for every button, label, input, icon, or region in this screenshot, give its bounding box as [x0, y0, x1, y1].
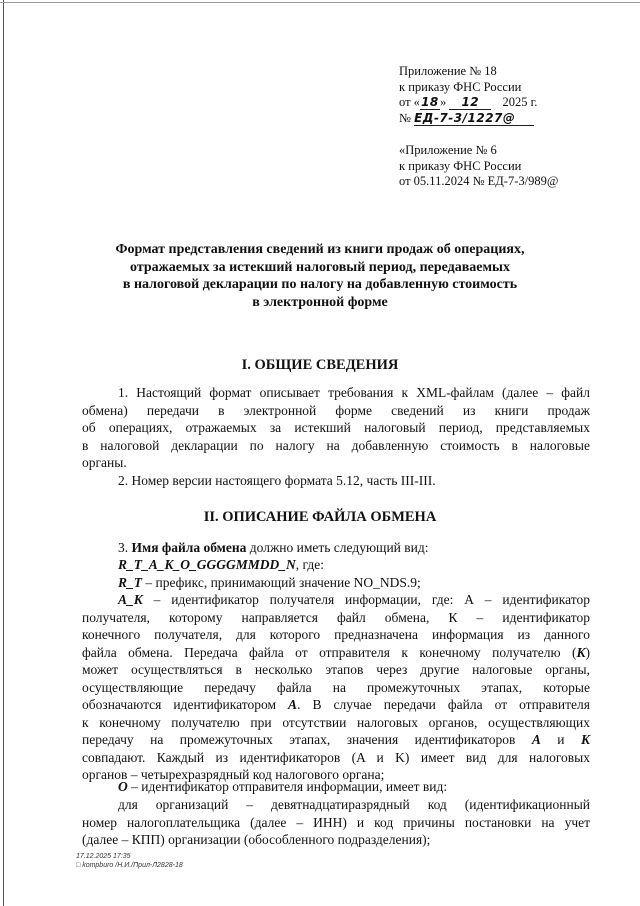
paragraph-1-line: органы.	[82, 455, 127, 470]
appendix-18-number	[399, 111, 537, 127]
ak-definition	[82, 591, 590, 784]
title-line-3: в налоговой декларации по налогу на добавленную стоимость	[122, 277, 518, 292]
appendix-6-block	[399, 143, 558, 190]
ak-line: конечного получателя, для которого предназначена информация из данного	[82, 627, 590, 642]
appendix-6-date-number: от 05.11.2024 № ЕД-7-3/989@	[399, 174, 559, 188]
date-month-handwritten: 12	[449, 96, 491, 110]
o-term: O	[118, 779, 128, 794]
filename-pattern-suffix: , где:	[295, 557, 324, 572]
ak-line: может осуществляться в несколько этапов через другие налоговые органы,	[82, 662, 590, 677]
o-definition	[82, 778, 590, 796]
number-prefix: №	[399, 110, 411, 125]
org-line: для организаций – девятнадцатиразрядный код (идентификационный	[118, 797, 590, 812]
ak-and: и	[557, 732, 565, 747]
paragraph-1	[82, 384, 590, 472]
ak-k-ref: K	[576, 644, 586, 660]
footer-timestamp: 17.12.2025 17:35	[76, 853, 131, 860]
section-2-heading: II. ОПИСАНИЕ ФАЙЛА ОБМЕНА	[203, 509, 437, 525]
paragraph-3-rest: должно иметь следующий вид:	[246, 540, 429, 555]
appendix-18-ref: к приказу ФНС России	[399, 79, 522, 94]
paragraph-1-line: обмена) передачи в электронной форме сведений из книги продаж	[82, 402, 590, 418]
date-mid: »	[439, 95, 447, 109]
date-day-handwritten: 18	[421, 95, 439, 109]
filename-pattern-line	[82, 556, 590, 574]
rt-text: – префикс, принимающий значение NO_NDS.9;	[142, 575, 421, 590]
footer-file-path: □ kompburo /Н.И./Прил-Л2828-18	[76, 862, 183, 869]
paragraph-3-number: 3.	[118, 540, 132, 555]
ak-a-ref: A	[288, 697, 298, 712]
ak-line: совпадают. Каждый из идентификаторов (A и K) имеет вид для налоговых	[82, 749, 590, 765]
org-line: номер налогоплательщика (далее – ИНН) и код причины постановки на учет	[82, 814, 590, 830]
paragraph-1-line: 1. Настоящий формат описывает требования к XML-файлам (далее – файл	[118, 385, 590, 400]
o-text: – идентификатор отправителя информации, имеет вид:	[127, 779, 448, 794]
date-prefix: от «	[399, 95, 420, 109]
ak-line: – идентификатор получателя информации, где: А – идентификатор	[142, 592, 590, 607]
ak-line: осуществляющие передачу файла на промежуточных этапах, которые	[82, 679, 590, 695]
paragraph-2: 2. Номер версии настоящего формата 5.12, часть III-III.	[118, 473, 436, 488]
appendix-18-date	[399, 95, 537, 111]
scan-edge-top	[0, 2, 640, 3]
date-year: 2025 г.	[502, 95, 538, 109]
section-1-heading: I. ОБЩИЕ СВЕДЕНИЯ	[241, 357, 399, 373]
ak-line: получателя, которому направляется файл обмена, К – идентификатор	[82, 609, 590, 625]
ak-term: A_K	[118, 592, 143, 607]
rt-definition	[82, 574, 590, 592]
rt-term: R_T	[118, 575, 143, 590]
paragraph-3	[82, 539, 590, 557]
ak-a-ref-2: A	[531, 732, 541, 747]
title-line-4: в электронной форме	[252, 294, 388, 310]
appendix-6-title: «Приложение № 6	[399, 143, 497, 157]
paragraph-1-line: об операциях, отражаемых за истекший налоговый период, представляемых	[82, 420, 590, 435]
document-title	[60, 241, 580, 311]
appendix-18-title: Приложение № 18	[399, 64, 497, 78]
organization-definition	[82, 796, 590, 849]
paragraph-3-bold-term: Имя файла обмена	[131, 540, 247, 555]
number-handwritten: ЕД-7-3/1227@	[414, 112, 534, 126]
ak-line-rest: . В случае передачи файла от отправителя	[297, 697, 590, 712]
title-line-2: отражаемых за истекший налоговый период, передаваемых	[130, 259, 510, 275]
footer-path-text: kompburo /Н.И./Прил-Л2828-18	[82, 862, 183, 869]
ak-line: файла обмена. Передача файла от отправителя к конечному получателю (	[82, 644, 577, 660]
paragraph-1-line: в налоговой декларации по налогу на добавленную стоимость в налоговые	[82, 437, 590, 453]
appendix-18-block	[399, 64, 537, 126]
filename-pattern: R_T_A_K_O_GGGGMMDD_N	[118, 557, 296, 572]
scan-edge-left	[3, 0, 4, 906]
ak-k-close: )	[585, 644, 590, 660]
org-line: (далее – КПП) организации (обособленного подразделения);	[82, 832, 431, 847]
footer-stamp	[76, 852, 183, 870]
ak-line: передачу на промежуточных этапах, значения идентификаторов	[82, 732, 532, 747]
ak-k-ref-2: K	[580, 732, 590, 747]
title-line-1: Формат представления сведений из книги продаж об операциях,	[115, 242, 525, 257]
ak-line: к конечному получателю при отсутствии налоговых органов, осуществляющих	[82, 714, 590, 730]
ak-line: органов – четырехразрядный код налогового органа;	[82, 767, 385, 782]
appendix-6-ref: к приказу ФНС России	[399, 158, 522, 173]
ak-line: обозначаются идентификатором	[82, 697, 289, 712]
